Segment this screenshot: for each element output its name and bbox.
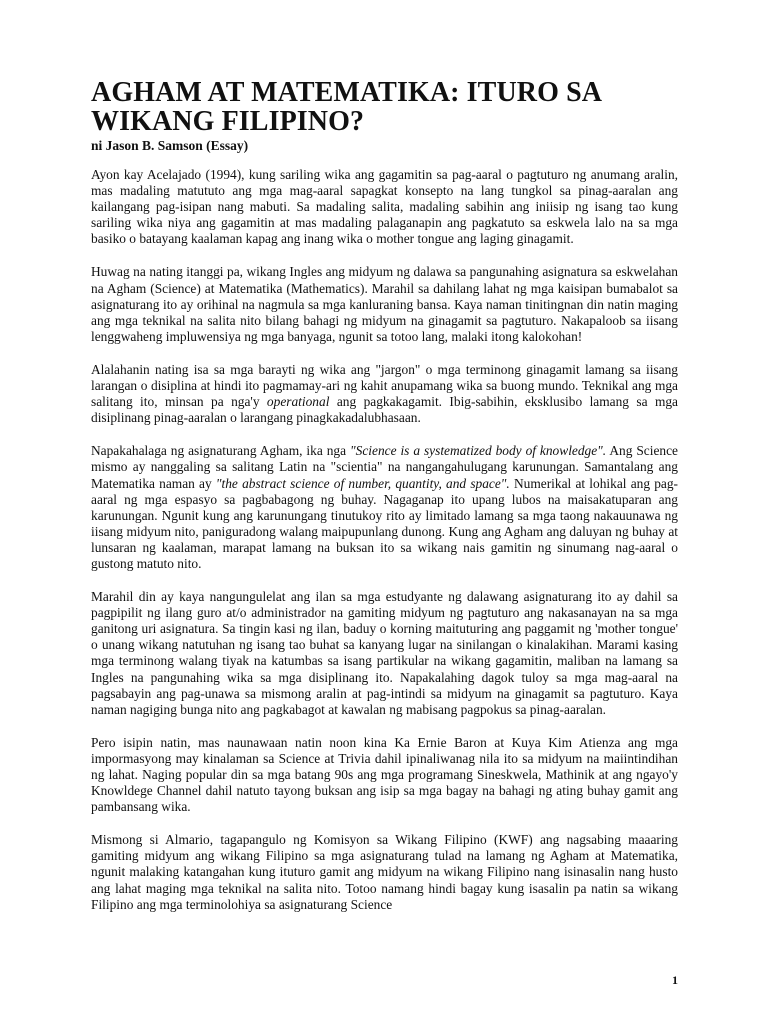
author-byline: ni Jason B. Samson (Essay) xyxy=(91,138,249,153)
paragraph xyxy=(91,832,678,912)
paragraph xyxy=(91,589,678,718)
title-line-2: WIKANG FILIPINO? xyxy=(91,106,365,137)
italic-text: operational xyxy=(266,394,330,410)
paragraph-text: Ayon kay Acelajado (1994), kung sariling wika ang gagamitin sa pag-aaral o pagtuturo ng anumang aralin, mas madaling matututo ang mga mag-aaral sapagkat konsepto na lang tungkol sa pinag-aaralan ang kailangang pag-isipan nang mabuti. Sa madaling salita, madaling sabihin ang iniisip ng isang tao kung sariling wika niya ang gagamitin at mas madaling palaganapin ang pagkatuto sa eskwela lalo na sa mga basiko o batayang kaalaman kapag ang inang wika o mother tongue ang laging ginagamit. xyxy=(91,167,678,247)
paragraph xyxy=(91,264,678,344)
paragraph-text: Marahil din ay kaya nangungulelat ang ilan sa mga estudyante ng dalawang asignaturang ito ay dahil sa pagpipilit ng ilang guro at/o administrador na gamiting midyum ng pagtuturo ang nakasanayan na sa mga ganitong uri asignatura. Sa tingin kasi ng ilan, baduy o korning maituturing ang paggamit ng 'mother tongue' o unang wikang natutuhan ng isang tao buhat sa kanyang lugar na sinilangan o kinalakihan. Marami kasing mga terminong walang tiyak na katumbas sa isang partikular na wikang gagamitin, maliban na lamang sa Ingles na pangunahing wika sa mga disiplinang ito. Napakalahing dagok tuloy sa mga mag-aaral na pagsabayin ang pag-unawa sa mismong aralin at pag-intindi sa midyum na ginagamit sa pagtuturo. Kaya naman nagiging bunga nito ang pagkabagot at kawalan ng mabisang pagpokus sa pinag-aaralan. xyxy=(91,589,678,717)
essay-body xyxy=(91,167,678,913)
paragraph-text: Huwag na nating itanggi pa, wikang Ingles ang midyum ng dalawa sa pangunahing asignatura sa eskwelahan na Agham (Science) at Matematika (Mathematics). Marahil sa dahilang lahat ng mga kaisipan bumabalot sa asignaturang ito ay orihinal na nagmula sa mga kanluraning bansa. Kaya naman tinitingnan din natin maging ang mga teknikal na salita nito bilang bahagi ng midyum na ginagamit sa pagtuturo. Nakapaloob sa iisang lenggwaheng impluwensiya ng mga banyaga, ngunit sa totoo lang, malaki itong kalokohan! xyxy=(91,264,678,344)
paragraph-text: ang pagkakagamit. Ibig-sabihin, eksklusibo lamang sa mga disiplinang pinag-aaralan o larangang pinagkakadalubhasaan. xyxy=(91,394,678,426)
paragraph xyxy=(91,735,678,815)
paragraph-text: Mismong si Almario, tagapangulo ng Komisyon sa Wikang Filipino (KWF) ang nagsabing maaaring gamiting midyum ang wikang Filipino sa mga asignaturang tulad na lamang ng Agham at Matematika, ngunit malaking katangahan kung ituturo gamit ang midyum na wikang Filipino nang isinasalin nang husto ang lahat maging mga teknikal na salita nito. Totoo namang hindi bagay kung isasalin pa natin sa wikang Filipino ang mga terminolohiya sa asignaturang Science xyxy=(91,832,678,912)
paragraph-text: Alalahanin nating isa sa mga barayti ng wika ang "jargon" o mga terminong ginagamit lamang sa iisang larangan o disiplina at hindi ito pagmamay-ari ng kahit anupamang wika sa buong mundo. Teknikal ang mga salitang ito, minsan pa nga'y xyxy=(91,361,678,410)
italic-text: "the abstract science of number, quantity, and space". xyxy=(215,475,510,491)
paragraph xyxy=(91,443,678,572)
paragraph-text: Numerikal at lohikal ang pag-aaral ng mga espasyo sa pagbabagong ng buhay. Nagaganap ito upang lubos na maisakatuparan ang karunungan. Ngunit kung ang karunungang tinutukoy rito ay limitado lamang sa mga taong nakauunawa ng iisang midyum nito, paniguradong walang maipupunlang dunong. Kung ang Agham ang daluyan ng buhay at lunsaran ng kaalaman, marapat lamang na buksan ito sa wikang nais gamitin ng sinumang nag-aaral o gustong matuto nito. xyxy=(91,475,679,571)
paragraph-text: Pero isipin natin, mas naunawaan natin noon kina Ka Ernie Baron at Kuya Kim Atienza ang mga impormasyong may kinalaman sa Science at Trivia dahil ipinaliwanag nila ito sa midyum na maiintindihan ng lahat. Naging popular din sa mga batang 90s ang mga programang Sineskwela, Mathinik at ang ngayo'y Knowldege Channel dahil natuto tayong buksan ang isip sa mga bagay na bahagi ng ating buhay gamit ang pambansang wika. xyxy=(91,734,678,815)
title-line-1: AGHAM AT MATEMATIKA: ITURO SA xyxy=(91,77,603,108)
italic-text: "Science is a systematized body of knowledge". xyxy=(350,443,607,459)
paragraph xyxy=(91,167,678,247)
paragraph xyxy=(91,362,678,426)
page-number: 1 xyxy=(672,973,678,987)
paragraph-text: Napakahalaga ng asignaturang Agham, ika nga xyxy=(91,443,351,459)
document-title xyxy=(91,78,678,136)
paragraph-text: Ang Science mismo ay nanggaling sa salitang Latin na "scientia" na nangangahulugang karunungan. Samantalang ang Matematika naman ay xyxy=(91,443,678,491)
